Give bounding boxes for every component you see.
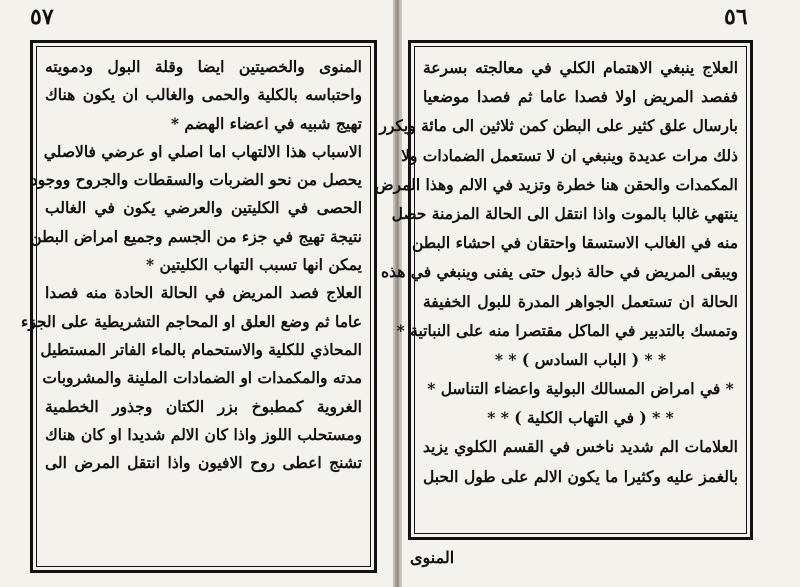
text-line: المحاذي للكلية والاستحمام بالماء الفاتر المستطيل bbox=[40, 339, 362, 359]
text-line: الغروية كمطبوخ بزر الكتان وجذور الخطمية bbox=[45, 396, 362, 416]
text-line: ففصد المريض اولا فصدا عاما ثم فصدا موضعيا bbox=[423, 87, 738, 107]
text-line: العلاج ينبغي الاهتمام الكلي في معالجته بسرعة bbox=[423, 58, 738, 77]
text-line: واحتباسه بالكلية والحمى والغالب ان يكون هناك bbox=[45, 85, 362, 105]
chapter-subheading: * في امراض المسالك البولية واعضاء التناسل * bbox=[427, 379, 734, 399]
text-line: المنوى والخصيتين ايضا وقلة البول ودمويته bbox=[45, 57, 362, 76]
left-page bbox=[0, 0, 395, 587]
right-page bbox=[374, 0, 800, 587]
text-line: ذلك مرات عديدة وينبغي ان لا تستعمل الضمادات ولا bbox=[401, 145, 738, 165]
text-block-left bbox=[21, 53, 362, 564]
text-line: العلامات الم شديد ناخس في القسم الكلوي يزيد bbox=[423, 437, 738, 457]
text-line: المكمدات والحقن هنا خطرة وتزيد في الالم وهذا المرض bbox=[374, 174, 738, 194]
text-line: الحالة ان تستعمل الجواهر المدرة للبول الخفيفة bbox=[423, 291, 738, 311]
text-line: يحصل من نحو الضربات والسقطات والجروح ووجود bbox=[30, 170, 362, 190]
chapter-heading: * * ( الباب السادس ) * * bbox=[494, 349, 667, 369]
text-line: ومستحلب اللوز واذا كان الالم شديدا او كان هناك bbox=[45, 424, 362, 444]
page-number-right: ٥٦ bbox=[724, 4, 748, 30]
text-line: تشنج اعطى روح الافيون واذا انتقل المرض الى bbox=[45, 453, 362, 473]
text-line: ينتهي غالبا بالموت واذا انتقل الى الحالة المزمنة حصل bbox=[391, 203, 738, 223]
text-frame-left bbox=[21, 40, 377, 573]
text-line: وتمسك بالتدبير في الماكل مقتصرا منه على النباتية * bbox=[396, 320, 738, 340]
text-block-right bbox=[374, 53, 738, 531]
text-line: نتيجة تهيج في جزء من الجسم وجميع امراض البطن bbox=[30, 226, 362, 246]
section-heading: * * ( في التهاب الكلية ) * * bbox=[487, 408, 674, 428]
text-line: يمكن انها تسبب التهاب الكليتين * bbox=[146, 255, 362, 275]
text-line: العلاج فصد المريض في الحالة الحادة منه فصدا bbox=[45, 283, 362, 303]
catchword: المنوى bbox=[410, 548, 455, 567]
text-line: الحصى في الكليتين والعرضي يكون في الغالب bbox=[45, 198, 362, 218]
text-line: الاسباب هذا الالتهاب اما اصلي او عرضي فالاصلي bbox=[43, 141, 362, 161]
text-line: بالغمز عليه وكثيرا ما يكون الالم على طول الحبل bbox=[423, 466, 738, 486]
text-line: منه في الغالب الاستسقا واحتقان في احشاء البطن bbox=[411, 233, 738, 253]
text-line: بارسال علق كثير على البطن كمن ثلاثين الى مائة ويكرر bbox=[379, 116, 738, 136]
text-frame-right bbox=[374, 40, 753, 540]
text-line: ويبقى المريض في حالة ذبول حتى يفنى وينبغي في هذه bbox=[380, 262, 738, 282]
text-line: مدته والمكمدات او الضمادات الملينة والمشروبات bbox=[42, 368, 362, 388]
text-line: عاما ثم وضع العلق او المحاجم التشريطية على الجزء bbox=[21, 311, 362, 331]
text-line: تهيج شبيه في اعضاء الهضم * bbox=[170, 113, 362, 133]
page-number-left: ٥٧ bbox=[30, 4, 54, 30]
